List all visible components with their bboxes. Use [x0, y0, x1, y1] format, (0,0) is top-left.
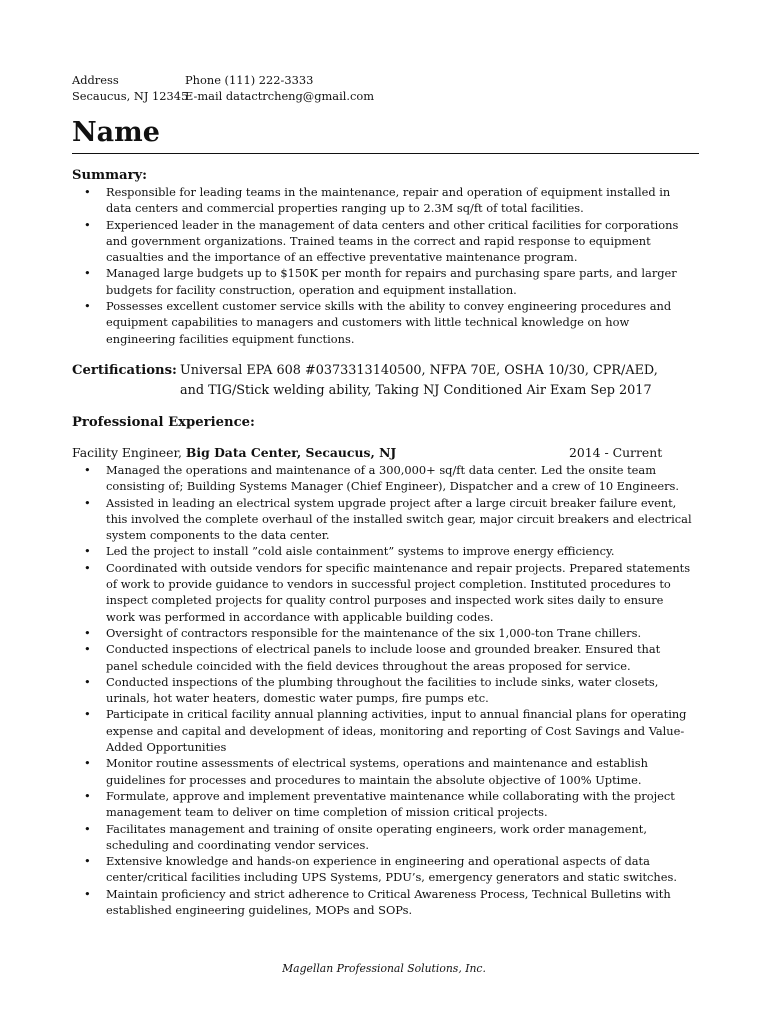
summary-item: • Experienced leader in the management of data centers and other critical facilities for corporations and government organizations. Trained teams in the correct and rapid response to equipment casualties and the importance of an effective preventative maintenance program.: [72, 217, 692, 266]
experience-item: • Oversight of contractors responsible for the maintenance of the six 1,000-ton Trane chillers.: [72, 625, 692, 641]
summary-item: • Possesses excellent customer service skills with the ability to convey engineering procedures and equipment capabilities to managers and customers with little technical knowledge on how engineering facilities equipment functions.: [72, 298, 692, 347]
job-company: Big Data Center, Secaucus, NJ: [185, 445, 397, 460]
experience-item: • Conducted inspections of electrical panels to include loose and grounded breaker. Ensured that panel schedule coincided with the field devices throughout the areas proposed for service.: [72, 641, 692, 674]
summary-item: • Responsible for leading teams in the maintenance, repair and operation of equipment installed in data centers and commercial properties ranging up to 2.3M sq/ft of total facilities.: [72, 184, 692, 217]
job-title: Facility Engineer,: [72, 445, 186, 460]
experience-list: [72, 462, 692, 918]
experience-item: • Assisted in leading an electrical system upgrade project after a large circuit breaker failure event, this involved the complete overhaul of the installed switch gear, major circuit breakers and electrical system components to the data center.: [72, 495, 692, 544]
experience-item: • Maintain proficiency and strict adherence to Critical Awareness Process, Technical Bulletins with established engineering guidelines, MOPs and SOPs.: [72, 886, 692, 919]
summary-item: • Managed large budgets up to $150K per month for repairs and purchasing spare parts, and larger budgets for facility construction, operation and equipment installation.: [72, 265, 692, 298]
phone-email-column: [185, 72, 374, 104]
experience-item: • Participate in critical facility annual planning activities, input to annual financial plans for operating expense and capital and development of ideas, monitoring and reporting of Cost Savings and Value-Added Opportunities: [72, 706, 692, 755]
experience-heading: Professional Experience:: [72, 415, 255, 430]
address-city: Secaucus, NJ 12345: [72, 89, 189, 103]
experience-item: • Managed the operations and maintenance of a 300,000+ sq/ft data center. Led the onsite team consisting of; Building Systems Manager (Chief Engineer), Dispatcher and a crew of 10 Engineers.: [72, 462, 692, 495]
job-dates: 2014 - Current: [569, 445, 663, 460]
phone-number: Phone (111) 222-3333: [185, 73, 314, 87]
candidate-name: Name: [72, 117, 160, 148]
experience-item: • Facilitates management and training of onsite operating engineers, work order management, scheduling and coordinating vendor services.: [72, 821, 692, 854]
experience-item: • Formulate, approve and implement preventative maintenance while collaborating with the project management team to deliver on time completion of mission critical projects.: [72, 788, 692, 821]
experience-item: • Coordinated with outside vendors for specific maintenance and repair projects. Prepared statements of work to provide guidance to vendors in successful project completion. Instituted procedures to inspect completed projects for quality control purposes and inspected work sites daily to ensure work was performed in accordance with applicable building codes.: [72, 560, 692, 625]
summary-list: [72, 184, 692, 347]
address-label: Address: [72, 73, 119, 87]
experience-item: • Conducted inspections of the plumbing throughout the facilities to include sinks, water closets, urinals, hot water heaters, domestic water pumps, fire pumps etc.: [72, 674, 692, 707]
page-footer: Magellan Professional Solutions, Inc.: [282, 962, 486, 975]
name-divider: [72, 153, 699, 154]
certifications-text: Universal EPA 608 #0373313140500, NFPA 70E, OSHA 10/30, CPR/AED, and TIG/Stick welding ability, Taking NJ Conditioned Air Exam Sep 2017: [180, 363, 658, 398]
certifications-label: Certifications:: [72, 363, 177, 378]
experience-item: • Extensive knowledge and hands-on experience in engineering and operational aspects of data center/critical facilities including UPS Systems, PDU’s, emergency generators and static switches.: [72, 853, 692, 886]
email-address: E-mail datactrcheng@gmail.com: [185, 89, 375, 103]
job-title-line: [72, 444, 396, 462]
experience-item: • Led the project to install ”cold aisle containment” systems to improve energy efficiency.: [72, 543, 692, 559]
summary-heading: Summary:: [72, 168, 148, 183]
address-column: [72, 72, 188, 104]
experience-item: • Monitor routine assessments of electrical systems, operations and maintenance and establish guidelines for processes and procedures to maintain the absolute objective of 100% Uptime.: [72, 755, 692, 788]
